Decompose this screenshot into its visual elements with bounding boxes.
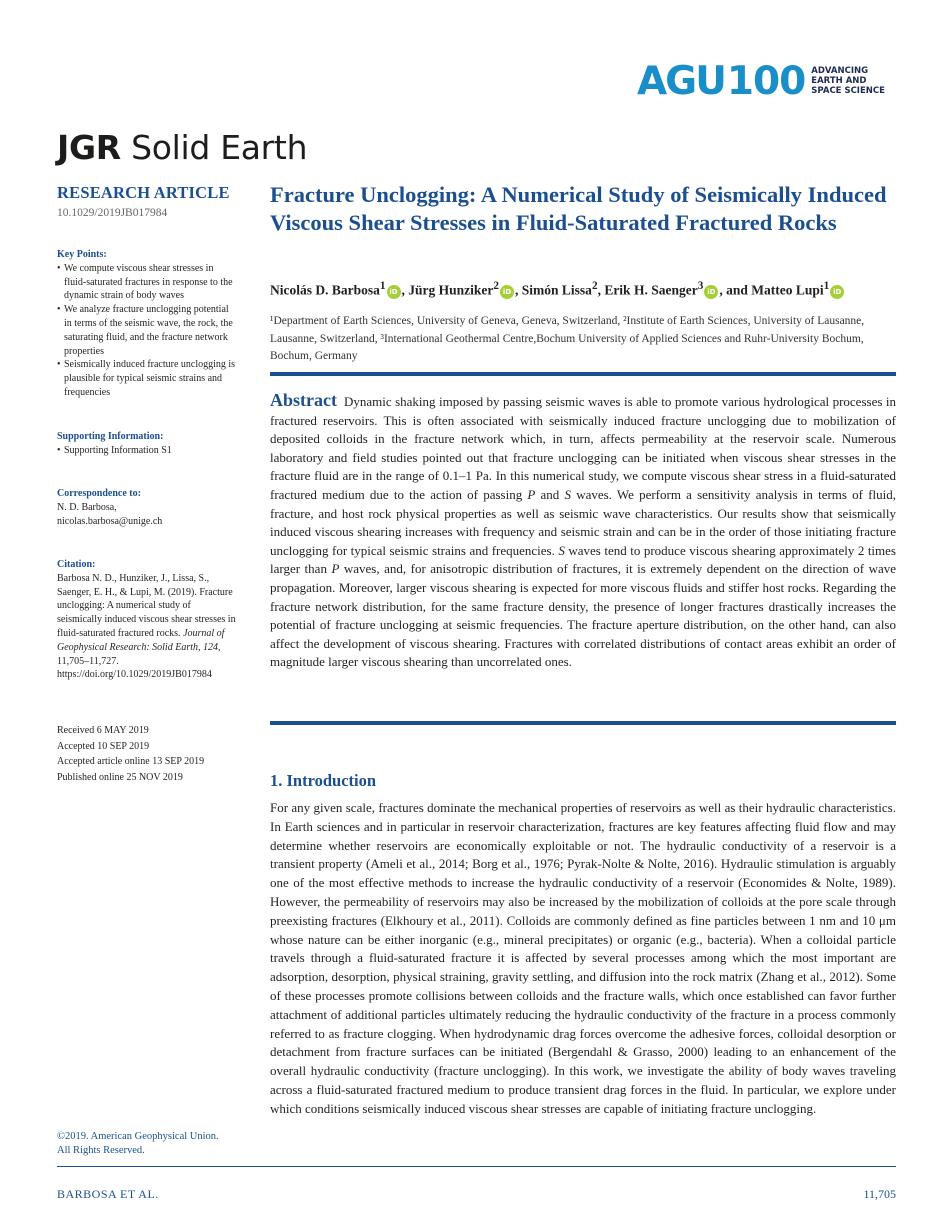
author-list: [270, 280, 900, 299]
copyright-line: ©2019. American Geophysical Union.: [57, 1131, 219, 1142]
abstract-text: waves. We perform a sensitivity analysis in terms of fluid, fracture, and host rock physical properties as well as seismic wave characteristics. Our results show that seismically induced viscous shearing increases with frequency and seismic strain and can be in the order of those initiating fracture unclogging for typical seismic strains and frequencies.: [270, 486, 896, 558]
abstract-italic: S: [564, 486, 571, 502]
citation-part: , 11,705–11,727. https://doi.org/10.1029/2019JB017984: [57, 641, 221, 681]
footer-running-head: BARBOSA ET AL.: [57, 1187, 159, 1201]
key-points-heading: Key Points:: [57, 249, 107, 260]
orcid-icon[interactable]: iD: [500, 285, 514, 299]
supporting-heading: Supporting Information:: [57, 431, 164, 442]
supporting-information: [57, 430, 237, 458]
abstract-text: Dynamic shaking imposed by passing seismic waves is able to promote various hydrological processes in fractured reservoirs. This is often associated with seismically induced fracture unclogging due to mobilization of deposited colloids in the fracture network which, in turn, affects permeability at the reservoir scale. Numerous laboratory and field studies pointed out that fracture unclogging can be initiated when viscous shear stresses in the fracture fluid are in the range of 0.1–1 Pa. In this numerical study, we compute viscous shear stress in a fluid-saturated fractured medium due to the action of passing: [270, 394, 896, 502]
abstract-text: waves, and, for anisotropic distribution of fractures, it is extremely dependent on the direction of wave propagation. Moreover, larger viscous shearing is expected for more viscous fluids and stiffer host rocks. Regarding the fracture network distribution, for the same fracture density, the presence of longer fractures drastically increases the potential of fracture unclogging at seismic frequencies. The fracture aperture distribution, on the other hand, can also affect the development of viscous shearing. Fractures with correlated distributions of contact areas exhibit an order of magnitude larger viscous shearing than uncorrelated ones.: [270, 561, 896, 670]
author-sep: ,: [515, 282, 522, 298]
orcid-icon[interactable]: iD: [387, 285, 401, 299]
author-name[interactable]: Erik H. Saenger: [604, 282, 698, 298]
date-accepted: Accepted 10 SEP 2019: [57, 740, 150, 752]
tagline-line: SPACE SCIENCE: [811, 86, 885, 96]
article-title: Fracture Unclogging: A Numerical Study of Seismically Induced Viscous Shear Stresses in Fluid-Saturated Fractured Rocks: [270, 182, 887, 235]
citation-text: [57, 572, 237, 682]
citation-part: Barbosa N. D., Hunziker, J., Lissa, S., Saenger, E. H., & Lupi, M. (2019). Fracture unclogging: A numerical study of seismically induced viscous shear stresses in fluid-saturated fractured rocks.: [57, 572, 236, 639]
key-point: • We compute viscous shear stresses in fluid-saturated fractures in response to the dynamic strain of body waves: [57, 262, 237, 303]
key-points: [57, 248, 237, 400]
tagline-line: ADVANCING: [811, 66, 869, 76]
author-sep: ,: [597, 282, 605, 298]
abstract-text: and: [535, 486, 565, 502]
author-name[interactable]: Matteo Lupi: [751, 282, 824, 298]
author-name[interactable]: Nicolás D. Barbosa: [270, 282, 380, 298]
section-heading-introduction: 1. Introduction: [270, 771, 377, 790]
key-point: • We analyze fracture unclogging potential in terms of the seismic wave, the rock, the saturating fluid, and the fracture network properties: [57, 303, 237, 358]
author-name[interactable]: Simón Lissa: [521, 282, 592, 298]
abstract: [270, 391, 896, 672]
date-published: Published online 25 NOV 2019: [57, 771, 183, 783]
abstract-italic: S: [558, 542, 565, 558]
author-sep: ,: [401, 282, 409, 298]
page-number: 11,705: [863, 1187, 896, 1201]
agu-logo-word: AGU: [637, 58, 725, 104]
journal-name-rest: Solid Earth: [120, 128, 308, 167]
abstract-italic: P: [527, 486, 536, 502]
journal-name: [57, 128, 307, 167]
supporting-item[interactable]: • Supporting Information S1: [57, 444, 237, 458]
key-point: • Seismically induced fracture unclogging is plausible for typical seismic strains and frequencies: [57, 358, 237, 399]
correspondence-name: N. D. Barbosa,: [57, 501, 117, 513]
correspondence: [57, 487, 237, 528]
article-doi[interactable]: 10.1029/2019JB017984: [57, 207, 168, 219]
abstract-top-rule: [270, 372, 896, 376]
orcid-icon[interactable]: iD: [830, 285, 844, 299]
affil-sup: 1: [823, 280, 830, 292]
tagline-line: EARTH AND: [811, 76, 867, 86]
citation: [57, 558, 237, 682]
correspondence-heading: Correspondence to:: [57, 488, 141, 499]
date-received: Received 6 MAY 2019: [57, 725, 149, 736]
agu-logo-number: 100: [726, 58, 806, 104]
journal-name-bold: JGR: [57, 128, 121, 167]
abstract-heading: Abstract: [270, 390, 337, 410]
abstract-bottom-rule: [270, 721, 896, 725]
affil-sup: 3: [697, 280, 704, 292]
introduction-text: For any given scale, fractures dominate the mechanical properties of reservoirs as well as their hydraulic characteristics. In Earth sciences and in particular in reservoir characterization, fractures are key features affecting fluid flow and may determine whether reservoirs are economically exploitable or not. The hydraulic conductivity of a reservoir is a transient property (Ameli et al., 2014; Borg et al., 1976; Pyrak-Nolte & Nolte, 2016). Hydraulic stimulation is arguably one of the most effective methods to increase the hydraulic conductivity of a reservoir (Economides & Nolte, 1989). However, the permeability of reservoirs may also be increased by the mobilization of colloids at the pore scale through preexisting fractures (Elkhoury et al., 2011). Colloids are commonly defined as fine particles between 1 nm and 10 μm whose nature can be either inorganic (e.g., mineral precipitates) or organic (e.g., bacteria). When a colloidal particle travels through a fluid-saturated fracture it is affected by several processes among which the most important are adsorption, desorption, physical straining, gravity settling, and diffusion into the rock matrix (Zhang et al., 2012). Some of these processes promote collisions between colloids and the fracture walls, which once established can favor further attachment of additional particles ultimately reducing the hydraulic conductivity of the fracture in a process commonly referred to as fracture clogging. When hydrodynamic drag forces overcome the adhesive forces, colloidal desorption or detachment from fracture surfaces can be initiated (Bergendahl & Grasso, 2000) leading to an enhancement of the overall hydraulic conductivity (fracture unclogging). In this work, we investigate the ability of body waves traveling across a fluid-saturated fractured medium to produce transient drag forces in the fluid. In particular, we explore under which conditions seismically induced viscous shear stresses are capable of initiating fracture unclogging.: [270, 800, 896, 1116]
citation-heading: Citation:: [57, 559, 96, 570]
abstract-italic: P: [331, 561, 340, 577]
copyright: [57, 1130, 219, 1158]
affil-sup: 1: [379, 280, 386, 292]
orcid-icon[interactable]: iD: [704, 285, 718, 299]
author-sep: , and: [719, 282, 752, 298]
citation-volume: 124: [203, 641, 218, 653]
date-accepted-online: Accepted article online 13 SEP 2019: [57, 756, 205, 767]
agu100-logo: [637, 60, 885, 102]
affil-sup: 2: [493, 280, 500, 292]
agu-logo-tagline: [811, 66, 885, 96]
article-type: RESEARCH ARTICLE: [57, 183, 230, 202]
affiliations: ¹Department of Earth Sciences, University of Geneva, Geneva, Switzerland, ²Institute of Earth Sciences, University of Lausanne, Lausanne, Switzerland, ³International Geothermal Centre,Bochum University of Applied Sciences and Ruhr-University Bochum, Bochum, Germany: [270, 315, 865, 362]
correspondence-email[interactable]: nicolas.barbosa@unige.ch: [57, 515, 163, 527]
copyright-line: All Rights Reserved.: [57, 1145, 145, 1156]
article-dates: [57, 723, 237, 785]
author-name[interactable]: Jürg Hunziker: [408, 282, 494, 298]
citation-part: ,: [198, 641, 203, 653]
affil-sup: 2: [591, 280, 598, 292]
footer-rule: [57, 1166, 896, 1167]
abstract-text: waves tend to produce viscous shearing approximately 2 times larger than: [270, 542, 896, 577]
citation-journal: Journal of Geophysical Research: Solid Earth: [57, 627, 225, 653]
